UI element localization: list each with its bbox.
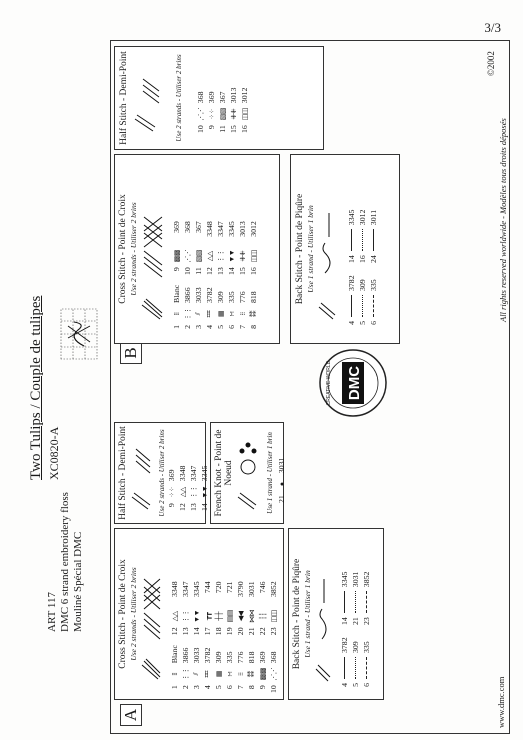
symbol-mark: ⁑⁑ — [247, 671, 256, 678]
section-a-cross-stitch — [114, 528, 284, 700]
symbol-number: 14 — [200, 503, 209, 511]
dmc-color-code: Blanc — [172, 284, 181, 303]
symbol-mark: ◫◫ — [240, 108, 249, 121]
dmc-color-code: 818 — [247, 651, 256, 664]
dmc-logo-ring-text: CREATIVE WORLD — [326, 360, 332, 406]
symbol-number: 1 — [172, 325, 181, 329]
key-row — [188, 455, 199, 513]
symbol-number: 19 — [225, 627, 234, 636]
key-row — [257, 579, 268, 695]
dmc-color-code: 369 — [258, 651, 267, 664]
cross-subtitle: Use 2 strands - Utiliser 2 brins — [129, 567, 138, 661]
dmc-color-code: 3345 — [192, 581, 201, 597]
dmc-color-code: 3033 — [194, 287, 203, 303]
symbol-mark: ⋮⋮ — [189, 485, 198, 499]
symbol-number: 5 — [214, 685, 223, 690]
dmc-color-code: 335 — [362, 641, 371, 653]
symbol-number: 5 — [358, 321, 367, 325]
symbol-mark: ⁞⁞ — [170, 672, 179, 676]
half-stitch-diagram-icon — [129, 49, 169, 149]
dmc-color-code: 3345 — [227, 221, 236, 237]
art-info — [46, 492, 85, 632]
section-a-french-knot — [210, 422, 284, 524]
symbol-mark: ⫽ — [194, 312, 202, 316]
floss-french: Mouliné Spécial DMC — [72, 531, 84, 632]
symbol-mark: ⋰⋰ — [183, 249, 192, 263]
key-row — [368, 199, 379, 329]
symbol-number: 4 — [203, 685, 212, 690]
symbol-number: 23 — [362, 617, 371, 625]
symbol-number: 2 — [181, 685, 190, 690]
copyright: ©2002 — [486, 51, 496, 76]
key-row — [237, 219, 248, 333]
back-stitch-diagram-icon — [315, 155, 339, 343]
symbol-number: 4 — [340, 683, 349, 687]
symbol-mark: ◫◫ — [269, 610, 278, 623]
dmc-color-code: 369 — [207, 91, 216, 104]
symbol-number: 14 — [347, 255, 356, 263]
key-row — [248, 219, 259, 333]
cross-title: Cross Stitch - Point de Croix — [118, 559, 128, 669]
symbol-mark: ┲┲ — [203, 612, 212, 621]
symbol-number: 18 — [214, 627, 223, 636]
symbol-number: 9 — [167, 503, 176, 508]
key-row — [195, 77, 206, 135]
symbol-number: 9 — [258, 685, 267, 690]
dmc-color-code: 3345 — [347, 209, 356, 226]
back-subtitle: Use 1 strand - Utiliser 1 brin — [303, 570, 312, 658]
symbol-number: 23 — [269, 627, 278, 636]
symbol-number: 8 — [249, 325, 258, 329]
pattern-code: XC0820-A — [47, 426, 61, 480]
rights-notice: All rights reserved worldwide - Modèles tous droits déposés — [498, 118, 508, 322]
dmc-color-code: 3013 — [229, 87, 238, 104]
symbol-mark: ▼▼ — [227, 249, 236, 263]
back-stitch-line — [361, 655, 372, 681]
dmc-color-code: 3348 — [178, 465, 187, 482]
symbol-number: 17 — [203, 627, 212, 636]
knot-row — [276, 447, 287, 505]
symbol-number: 12 — [170, 627, 179, 636]
symbol-mark: ◫◫ — [249, 250, 258, 263]
symbol-number: 14 — [227, 267, 236, 275]
symbol-mark: △△ — [170, 611, 179, 622]
cross-key-table — [169, 579, 279, 695]
symbol-number: 3 — [194, 325, 203, 329]
symbol-mark: ⁑⁑ — [249, 311, 258, 317]
symbol-number: 14 — [340, 617, 349, 625]
symbol-mark: ⁘⁘ — [167, 486, 176, 498]
symbol-mark: ▩▩ — [172, 250, 181, 263]
cross-key-table — [171, 219, 259, 333]
floss-english: DMC 6 strand embroidery floss — [59, 492, 71, 632]
half-title: Half Stitch - Demi-Point — [118, 426, 128, 520]
dmc-color-code: 368 — [269, 651, 278, 664]
symbol-mark: ⋮⋮ — [183, 307, 192, 321]
dmc-color-code: 3011 — [369, 209, 378, 226]
symbol-number: 6 — [225, 685, 234, 690]
symbol-mark: ▼▼ — [200, 485, 209, 499]
symbol-mark: △△ — [178, 487, 187, 498]
website-link[interactable]: www.dmc.com — [496, 676, 506, 728]
dmc-color-code: 776 — [236, 651, 245, 664]
half-key-table — [166, 455, 210, 513]
back-stitch-line — [346, 227, 357, 253]
symbol-number: 8 — [247, 685, 256, 690]
dmc-color-code: 3782 — [340, 637, 349, 653]
symbol-number: 4 — [205, 325, 214, 329]
key-row — [235, 579, 246, 695]
back-stitch-line — [339, 589, 350, 615]
symbol-number: 12 — [178, 503, 187, 511]
key-row — [346, 199, 357, 329]
key-row — [191, 579, 202, 695]
dmc-color-code: 368 — [183, 221, 192, 233]
key-row — [166, 455, 177, 513]
symbol-number: 13 — [189, 503, 198, 511]
symbol-number: 11 — [218, 125, 227, 133]
symbol-number: 14 — [192, 627, 201, 636]
symbol-number: 16 — [240, 125, 249, 133]
half-title: Half Stitch - Demi-Point — [119, 51, 129, 145]
symbol-number: 21 — [277, 495, 286, 503]
section-b-label: B — [120, 342, 142, 364]
back-key-table — [339, 561, 372, 691]
symbol-number: 24 — [369, 255, 378, 263]
section-a-half-stitch — [114, 422, 209, 524]
dmc-color-code: 3348 — [170, 581, 179, 597]
key-row — [193, 219, 204, 333]
dmc-color-code: 3852 — [269, 581, 278, 597]
key-row — [171, 219, 182, 333]
symbol-number: 16 — [358, 255, 367, 263]
back-stitch-line — [350, 655, 361, 681]
cross-subtitle: Use 2 strands - Utiliser 2 brins — [129, 202, 138, 296]
symbol-number: 13 — [181, 627, 190, 636]
back-stitch-line — [346, 293, 357, 319]
back-stitch-line — [339, 655, 350, 681]
dmc-color-code: 369 — [167, 469, 176, 482]
dmc-color-code: 367 — [218, 91, 227, 104]
dmc-color-code: 3031 — [351, 571, 360, 588]
back-title: Back Stitch - Point de Piqûre — [295, 193, 305, 305]
dmc-color-code: 335 — [227, 291, 236, 303]
symbol-mark: ⌗⌗ — [205, 310, 213, 318]
symbol-mark: ⋰⋰ — [196, 107, 205, 121]
back-stitch-line — [368, 293, 379, 319]
key-row — [357, 199, 368, 329]
dmc-color-code: 369 — [172, 221, 181, 233]
back-subtitle: Use 1 strand - Utiliser 1 brin — [306, 205, 315, 293]
symbol-mark: ⋈⋈ — [247, 609, 256, 623]
symbol-mark: △△ — [205, 251, 214, 262]
symbol-mark: ◀◀ — [236, 611, 245, 622]
symbol-mark: ⁝⁝ — [236, 672, 245, 676]
symbol-number: 13 — [216, 267, 225, 275]
symbol-number: 9 — [207, 125, 216, 130]
symbol-number: 9 — [172, 267, 181, 272]
cross-stitch-diagram-icon — [138, 529, 164, 699]
symbol-mark: ⋮⋮ — [216, 249, 225, 263]
symbol-number: 20 — [236, 627, 245, 636]
dmc-color-code: 3348 — [205, 221, 214, 237]
stitch-grid-icon — [60, 308, 98, 360]
back-stitch-diagram-icon — [312, 529, 334, 699]
dmc-color-code: 818 — [249, 291, 258, 303]
symbol-number: 6 — [362, 683, 371, 687]
back-stitch-line — [357, 227, 368, 253]
key-row — [182, 219, 193, 333]
dmc-color-code: 3852 — [362, 571, 371, 588]
symbol-mark: ┆┆ — [258, 612, 267, 621]
symbol-number: 10 — [196, 125, 205, 133]
symbol-number: 1 — [170, 685, 179, 690]
symbol-number: 22 — [258, 627, 267, 636]
back-title: Back Stitch - Point de Piqûre — [292, 558, 302, 670]
dmc-color-code: 3866 — [183, 287, 192, 303]
dmc-color-code: 335 — [225, 651, 234, 664]
key-row — [169, 579, 180, 695]
symbol-mark: ● — [277, 482, 286, 487]
dmc-color-code: 3013 — [238, 221, 247, 237]
symbol-mark: ⌗⌗ — [203, 670, 211, 678]
symbol-mark: ▧▧ — [194, 250, 203, 263]
dmc-color-code: 3012 — [249, 221, 258, 237]
dmc-color-code: 720 — [214, 581, 223, 594]
symbol-mark: ⁜⁜ — [238, 250, 247, 262]
symbol-mark: ⁞⁞ — [172, 312, 181, 316]
symbol-number: 6 — [227, 325, 236, 329]
symbol-mark: ⁘⁘ — [207, 108, 216, 120]
symbol-number: 11 — [194, 267, 203, 275]
dmc-color-code: 3031 — [277, 457, 286, 474]
dmc-color-code: 3345 — [340, 571, 349, 588]
symbol-mark: ⋮⋮ — [181, 667, 190, 681]
dmc-color-code: 3782 — [347, 275, 356, 291]
symbol-number: 5 — [216, 325, 225, 329]
knot-subtitle: Use 1 strand - Utiliser 1 brin — [266, 432, 274, 514]
symbol-number: 5 — [351, 683, 360, 687]
symbol-mark: ∺ — [227, 311, 236, 317]
half-subtitle: Use 2 strands - Utiliser 2 brins — [175, 54, 183, 142]
half-key-table — [195, 77, 250, 135]
key-row — [213, 579, 224, 695]
key-row — [199, 455, 210, 513]
symbol-number: 15 — [238, 267, 247, 275]
symbol-mark: ∺ — [225, 671, 234, 677]
back-stitch-line — [361, 589, 372, 615]
half-subtitle: Use 2 strands - Utiliser 2 brins — [158, 429, 166, 517]
key-row — [226, 219, 237, 333]
key-row — [361, 561, 372, 691]
dmc-color-code: 3866 — [181, 647, 190, 664]
symbol-mark: ⋮⋮ — [181, 609, 190, 623]
page-number: 3/3 — [484, 20, 501, 35]
symbol-number: 7 — [238, 325, 247, 329]
dmc-color-code: 3033 — [192, 647, 201, 664]
dmc-color-code: 3790 — [236, 581, 245, 597]
section-b-cross-stitch — [114, 154, 280, 344]
symbol-mark: ▦ — [214, 671, 223, 678]
key-row — [177, 455, 188, 513]
section-b-half-stitch — [114, 46, 324, 150]
dmc-color-code: 721 — [225, 581, 234, 594]
symbol-number: 4 — [347, 321, 356, 325]
dmc-color-code: 309 — [214, 651, 223, 664]
symbol-mark: ▩▩ — [258, 668, 267, 681]
section-a-label: A — [120, 704, 142, 726]
dmc-color-code: 744 — [203, 581, 212, 594]
symbol-mark: ⋰⋰ — [269, 667, 278, 681]
symbol-number: 15 — [229, 125, 238, 133]
dmc-color-code: 309 — [358, 279, 367, 291]
dmc-color-code: 3782 — [203, 647, 212, 664]
dmc-color-code: 746 — [258, 581, 267, 594]
symbol-number: 12 — [205, 267, 214, 275]
symbol-number: 21 — [351, 617, 360, 625]
knot-title: French Knot - Point de Noeud — [214, 429, 234, 517]
dmc-color-code: 309 — [351, 641, 360, 653]
section-a-back-stitch — [288, 528, 384, 700]
key-row — [217, 77, 228, 135]
key-row — [228, 77, 239, 135]
dmc-color-code: 776 — [238, 291, 247, 303]
dmc-color-code: 368 — [196, 91, 205, 104]
key-row — [246, 579, 257, 695]
key-row — [224, 579, 235, 695]
dmc-color-code: 3012 — [358, 209, 367, 226]
symbol-mark: ⫽ — [192, 672, 200, 676]
symbol-mark: ⁜⁜ — [229, 108, 238, 120]
symbol-mark: ┼┼ — [214, 611, 223, 621]
symbol-number: 21 — [247, 627, 256, 636]
dmc-color-code: 3782 — [205, 287, 214, 303]
art-number: ART 117 — [46, 592, 58, 632]
key-row — [204, 219, 215, 333]
dmc-color-code: 3012 — [240, 87, 249, 104]
symbol-number: 10 — [269, 685, 278, 693]
dmc-color-code: 367 — [194, 221, 203, 233]
symbol-mark: ▦ — [216, 310, 225, 318]
header — [28, 80, 62, 480]
symbol-mark: ▼▼ — [192, 609, 201, 623]
symbol-number: 3 — [192, 685, 201, 690]
dmc-color-code: 3031 — [247, 581, 256, 597]
key-row — [268, 579, 279, 695]
key-row — [206, 77, 217, 135]
dmc-logo — [318, 348, 388, 418]
symbol-number: 10 — [183, 267, 192, 275]
key-row — [339, 561, 350, 691]
cross-stitch-diagram-icon — [138, 155, 166, 343]
key-row — [215, 219, 226, 333]
dmc-color-code: Blanc — [170, 645, 179, 664]
french-knot-diagram-icon — [234, 423, 260, 523]
symbol-number: 16 — [249, 267, 258, 275]
back-stitch-line — [357, 293, 368, 319]
half-stitch-diagram-icon — [128, 423, 152, 523]
dmc-color-code: 3347 — [189, 465, 198, 482]
symbol-mark: ⁝⁝ — [238, 312, 247, 316]
dmc-color-code: 3347 — [181, 581, 190, 597]
section-b-back-stitch — [290, 154, 400, 344]
symbol-number: 2 — [183, 325, 192, 329]
cross-title: Cross Stitch - Point de Croix — [118, 194, 128, 304]
knot-key-table — [276, 447, 287, 505]
key-row — [239, 77, 250, 135]
symbol-number: 6 — [369, 321, 378, 325]
symbol-mark: ▧▧ — [218, 108, 227, 121]
dmc-color-code: 335 — [369, 279, 378, 291]
key-row — [350, 561, 361, 691]
symbol-number: 7 — [236, 685, 245, 690]
dmc-color-code: 309 — [216, 291, 225, 303]
back-stitch-line — [350, 589, 361, 615]
key-row — [202, 579, 213, 695]
key-row — [180, 579, 191, 695]
dmc-color-code: 3345 — [200, 465, 209, 482]
dmc-logo-text: DMC — [346, 365, 363, 401]
pattern-title: Two Tulips / Couple de tulipes — [28, 295, 44, 480]
symbol-mark: ▤▤ — [225, 610, 234, 623]
dmc-color-code: 3347 — [216, 221, 225, 237]
back-stitch-line — [368, 227, 379, 253]
back-key-table — [346, 199, 379, 329]
